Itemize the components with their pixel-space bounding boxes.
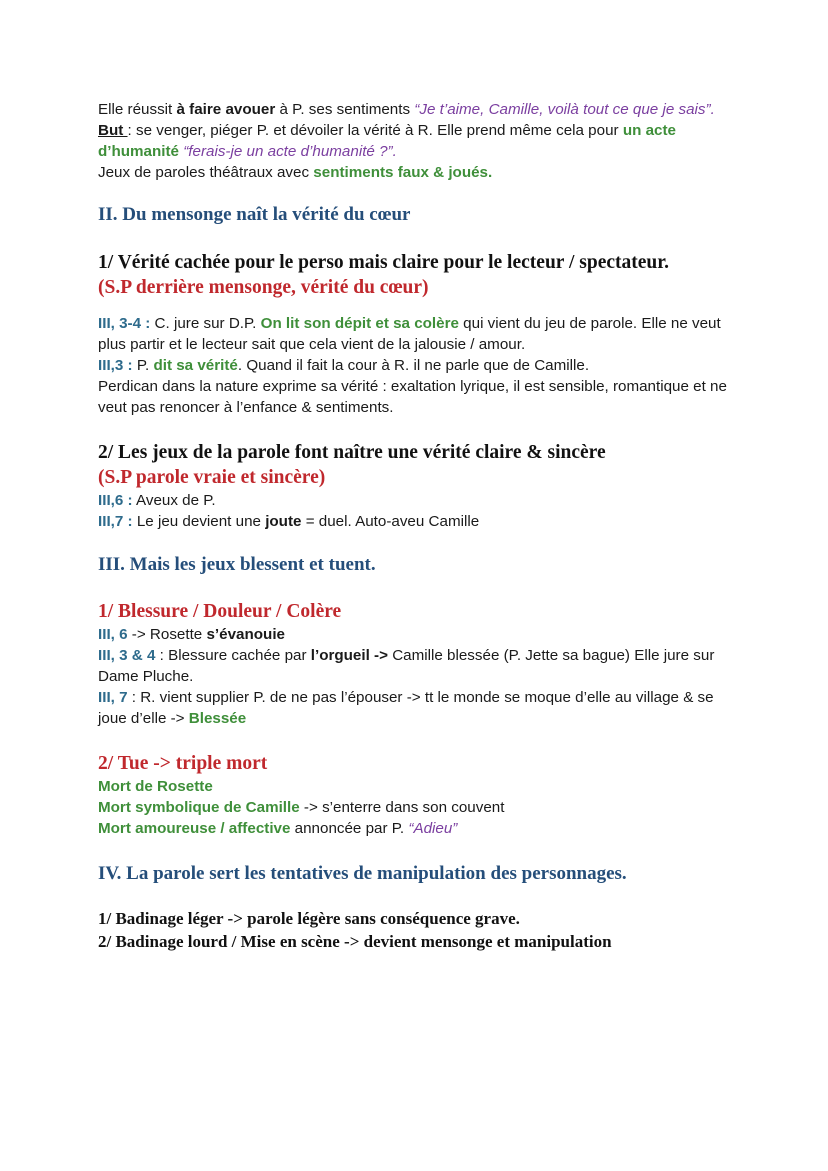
act-ref: III, 3-4 : <box>98 315 151 332</box>
quote: “Je t’aime, Camille, voilà tout ce que je sais”. <box>414 101 715 118</box>
bold-text: joute <box>265 513 302 530</box>
text: P. <box>132 357 154 374</box>
act-ref: III, 7 <box>98 689 128 706</box>
s3-mort-3 <box>98 818 738 839</box>
act-ref: III, 6 <box>98 626 128 643</box>
highlight: un acte d’humanité <box>98 122 676 160</box>
text: Jeux de paroles théâtraux avec <box>98 164 314 181</box>
s2-para-1 <box>98 313 738 355</box>
s2-sub2-red: (S.P parole vraie et sincère) <box>98 467 326 488</box>
s3-mort-2 <box>98 797 738 818</box>
intro-paragraph <box>98 99 738 120</box>
text: Camille blessée (P. Jette sa bague) Elle jure sur Dame Pluche. <box>98 647 715 685</box>
s3-para-1 <box>98 624 738 645</box>
quote: “ferais-je un acte d’humanité ?”. <box>179 143 397 160</box>
bold-text: à faire avouer <box>176 101 276 118</box>
but-label: But <box>98 122 128 139</box>
s3-para-3 <box>98 687 738 729</box>
text: . Quand il fait la cour à R. il ne parle que de Camille. <box>237 357 590 374</box>
text: : se venger, piéger P. et dévoiler la vérité à R. Elle prend même cela pour <box>127 122 623 139</box>
text: = duel. Auto-aveu Camille <box>301 513 480 530</box>
act-ref: III,3 : <box>98 357 133 374</box>
text: -> Rosette <box>127 626 207 643</box>
text: Elle réussit <box>98 101 177 118</box>
text: : R. vient supplier P. de ne pas l’épouser -> tt le monde se moque d’elle au village & se joue d’elle -> <box>98 689 714 727</box>
s2-para-2 <box>98 355 738 376</box>
section-2-heading: II. Du mensonge naît la vérité du cœur <box>98 204 411 225</box>
but-paragraph <box>98 120 738 162</box>
text: à P. ses sentiments <box>275 101 415 118</box>
highlight: sentiments faux & joués. <box>313 164 493 181</box>
s4-line-2: 2/ Badinage lourd / Mise en scène -> devient mensonge et manipulation <box>98 932 612 951</box>
text: Aveux de P. <box>132 492 216 509</box>
s2-sub1-heading: 1/ Vérité cachée pour le perso mais claire pour le lecteur / spectateur. <box>98 252 669 273</box>
text: annoncée par P. <box>290 820 409 837</box>
s3-mort-1: Mort de Rosette <box>98 778 213 795</box>
document-page <box>98 99 738 953</box>
s2-sub1-red: (S.P derrière mensonge, vérité du cœur) <box>98 277 429 298</box>
s4-line-1: 1/ Badinage léger -> parole légère sans conséquence grave. <box>98 909 520 928</box>
s3-sub2-heading: 2/ Tue -> triple mort <box>98 753 268 774</box>
s2-para-3: Perdican dans la nature exprime sa vérité : exaltation lyrique, il est sensible, romantique et ne veut pas renoncer à l’enfance & sentiments. <box>98 378 727 416</box>
highlight: On lit son dépit et sa colère <box>260 315 459 332</box>
act-ref: III,7 : <box>98 513 133 530</box>
highlight: dit sa vérité <box>153 357 238 374</box>
s3-para-2 <box>98 645 738 687</box>
highlight: Mort amoureuse / affective <box>98 820 291 837</box>
quote: “Adieu” <box>408 820 458 837</box>
s2-para-5 <box>98 511 738 532</box>
section-4-heading: IV. La parole sert les tentatives de manipulation des personnages. <box>98 863 627 884</box>
section-3-heading: III. Mais les jeux blessent et tuent. <box>98 554 376 575</box>
text: C. jure sur D.P. <box>150 315 261 332</box>
text: qui vient du jeu de parole. Elle ne veut plus partir et le lecteur sait que cela vient de la jalousie / amour. <box>98 315 721 353</box>
s2-para-4 <box>98 490 738 511</box>
text: Le jeu devient une <box>132 513 266 530</box>
text: -> s’enterre dans son couvent <box>299 799 505 816</box>
act-ref: III,6 : <box>98 492 133 509</box>
s3-sub1-heading: 1/ Blessure / Douleur / Colère <box>98 601 342 622</box>
text: : Blessure cachée par <box>155 647 311 664</box>
highlight: Mort symbolique de Camille <box>98 799 300 816</box>
bold-text: s’évanouie <box>206 626 285 643</box>
jeux-paragraph <box>98 162 738 183</box>
highlight: Blessée <box>188 710 247 727</box>
s2-sub2-heading: 2/ Les jeux de la parole font naître une vérité claire & sincère <box>98 442 606 463</box>
act-ref: III, 3 & 4 <box>98 647 156 664</box>
bold-text: l’orgueil -> <box>310 647 388 664</box>
